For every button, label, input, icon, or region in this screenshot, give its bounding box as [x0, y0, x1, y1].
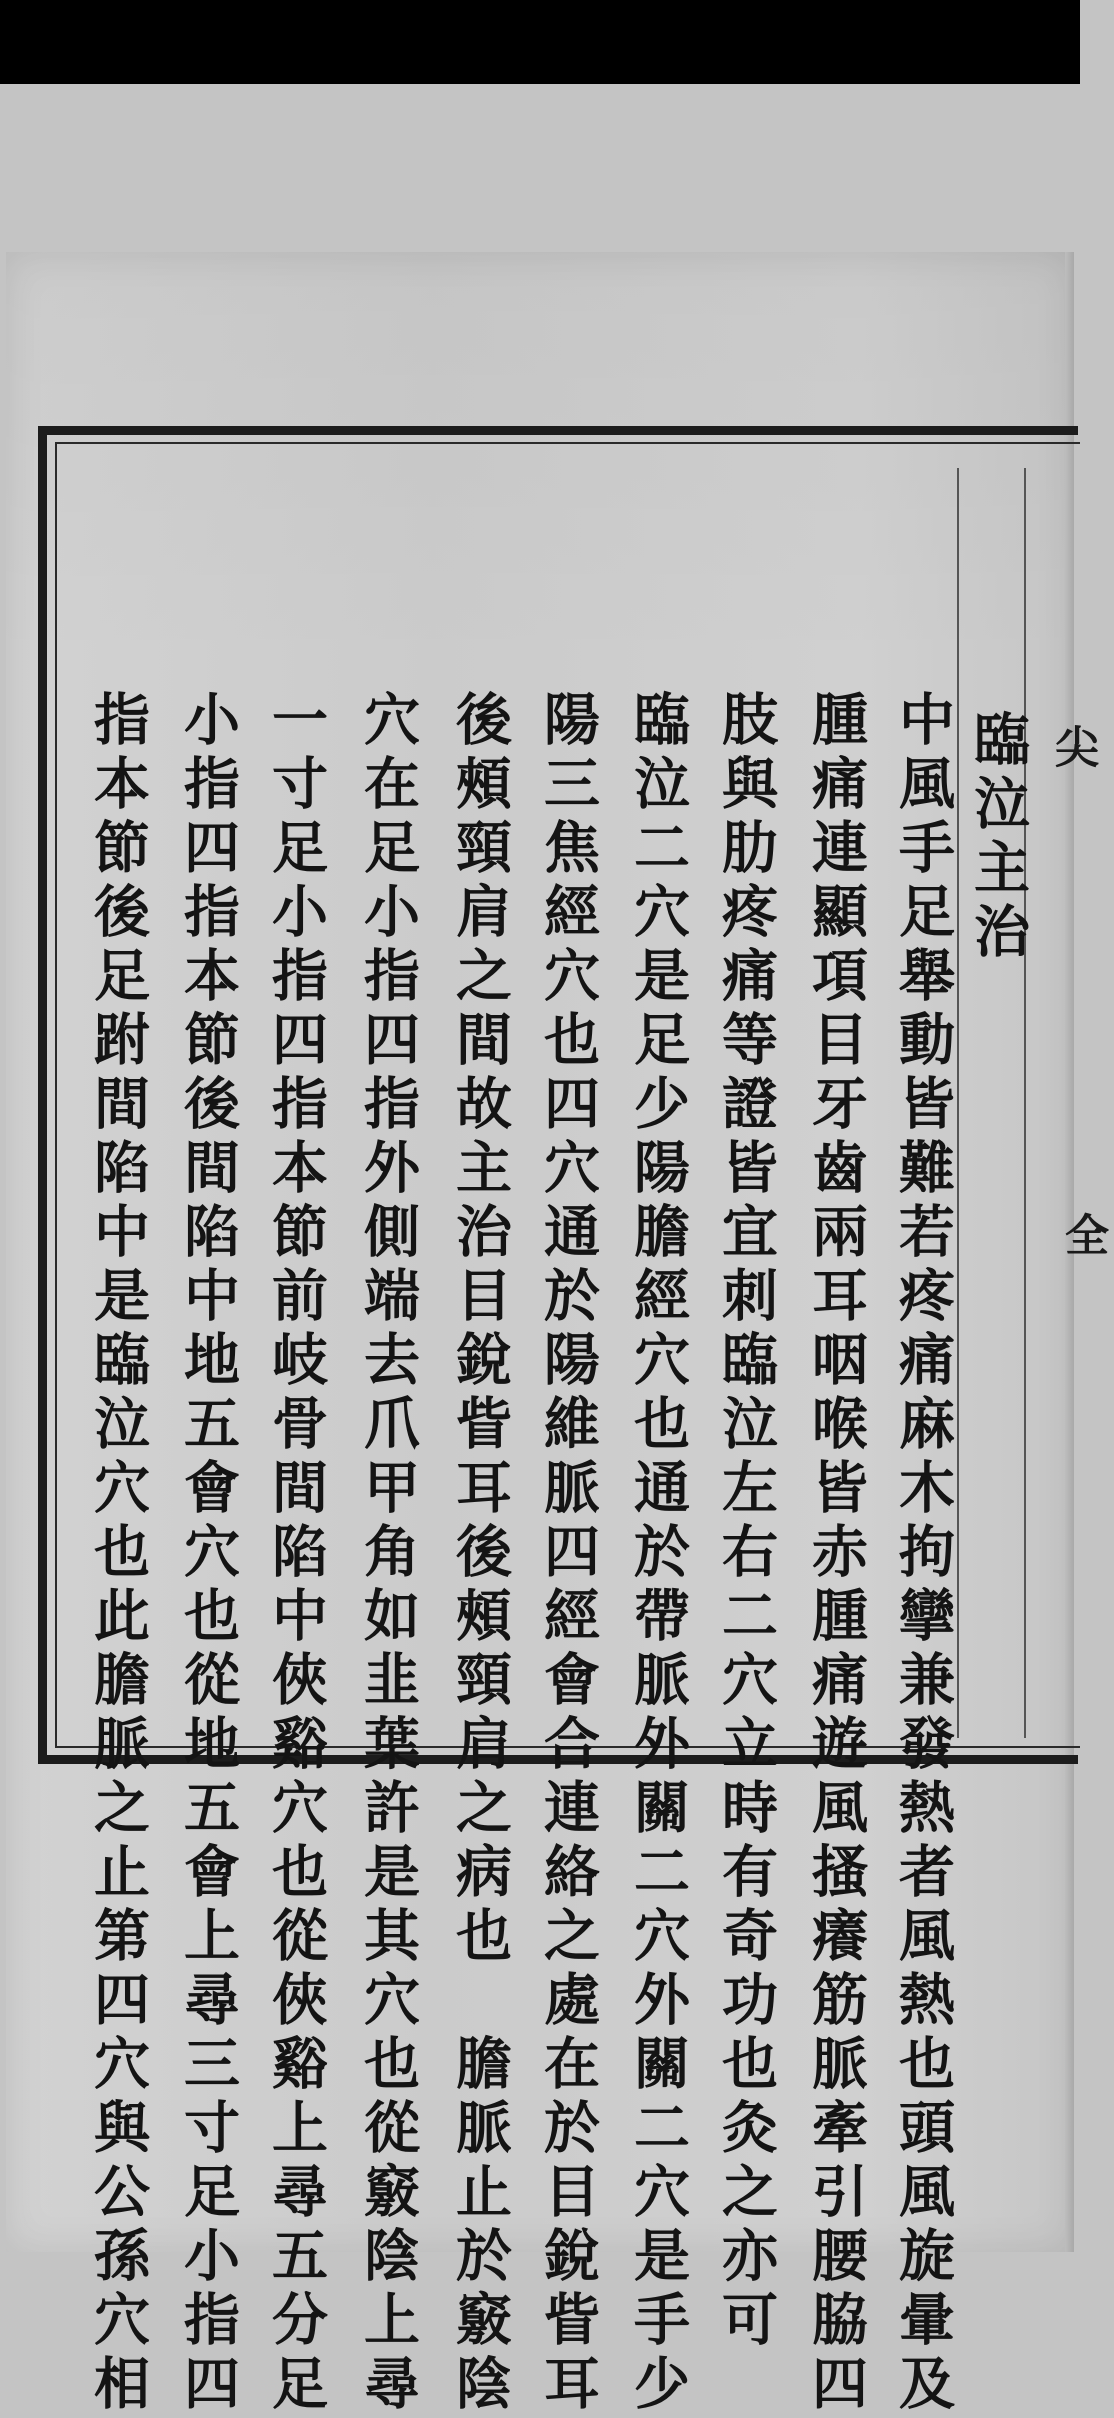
column-rule	[957, 468, 959, 1738]
status-bar	[0, 0, 1080, 84]
section-heading: 臨泣主治	[965, 710, 1031, 966]
text-column: 指本節後足跗間陷中是臨泣穴也此膽脈之止第四穴與公孫穴相	[85, 690, 151, 2418]
text-column: 穴在足小指四指外側端去爪甲角如韭葉許是其穴也從竅陰上尋	[355, 690, 421, 2418]
column-rule	[1024, 468, 1026, 1738]
text-column: 小指四指本節後間陷中地五會穴也從地五會上尋三寸足小指四	[175, 690, 241, 2418]
text-column: 肢與肋疼痛等證皆宜刺臨泣左右二穴立時有奇功也灸之亦可	[713, 690, 779, 2354]
header-fragment: 尖	[1047, 724, 1098, 768]
text-column: 陽三焦經穴也四穴通於陽維脈四經會合連絡之處在於目銳眥耳	[535, 690, 601, 2418]
text-column: 中風手足舉動皆難若疼痛麻木拘攣兼發熱者風熱也頭風旋暈及	[890, 690, 956, 2418]
text-column: 一寸足小指四指本節前岐骨間陷中俠谿穴也從俠谿上尋五分足	[263, 690, 329, 2418]
right-edge-fragment: 全	[1057, 1212, 1108, 1256]
text-column: 腫痛連顯項目牙齒兩耳咽喉皆赤腫痛遊風搔癢筋脈牽引腰脇四	[803, 690, 869, 2418]
text-column: 臨泣二穴是足少陽膽經穴也通於帶脈外關二穴外關二穴是手少	[625, 690, 691, 2418]
text-column: 後頰頸肩之間故主治目銳眥耳後頰頸肩之病也 膽脈止於竅陰	[447, 690, 513, 2418]
